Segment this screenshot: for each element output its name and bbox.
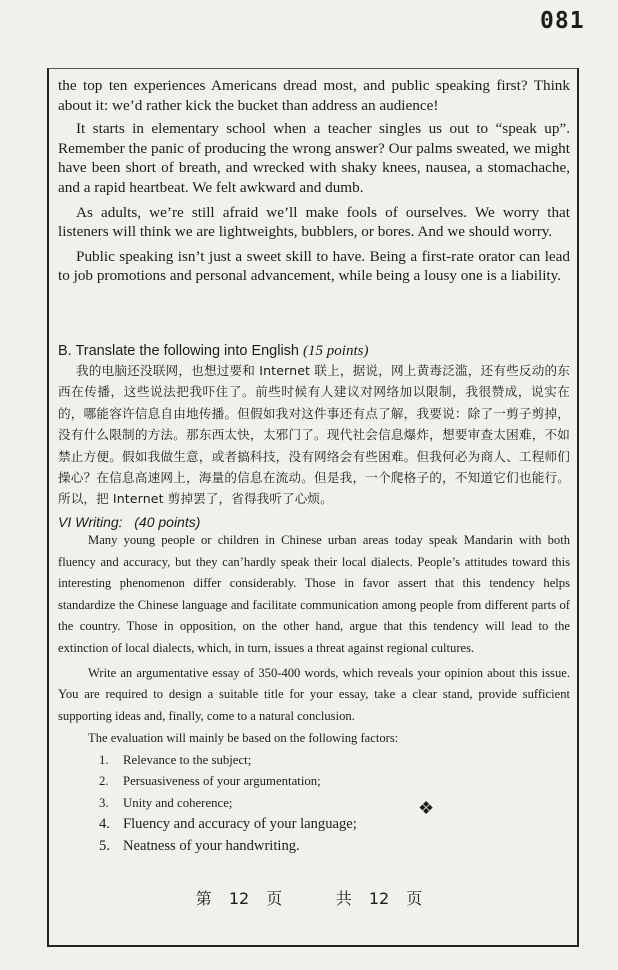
- passage-paragraph: the top ten experiences Americans dread most, and public speaking first? Think about it: we’d rather kick the bucket than address an audience!: [58, 77, 570, 114]
- footer-total-pages: 12: [368, 889, 390, 908]
- footer-total-prefix: 共: [335, 889, 352, 908]
- factor-item: 3. Unity and coherence;: [99, 795, 233, 810]
- factor-item: 1. Relevance to the subject;: [99, 752, 252, 767]
- factor-item: 2. Persuasiveness of your argumentation;: [99, 774, 321, 789]
- section-b-title: B. Translate the following into English: [58, 343, 299, 359]
- footer-page-prefix: 第: [195, 889, 212, 908]
- evaluation-intro: The evaluation will mainly be based on the following factors:: [88, 731, 399, 746]
- section-vi: [58, 513, 570, 857]
- footer-current-page: 12: [228, 889, 250, 908]
- page-number: 081: [540, 8, 585, 34]
- writing-instructions: Write an argumentative essay of 350-400 words, which reveals your opinion about this issue. You are required to design a suitable title for your essay, take a clear stand, provide sufficient supporting ideas and, finally, come to a natural conclusion.: [58, 665, 570, 723]
- ink-mark-icon: ❖: [418, 798, 435, 818]
- section-vi-heading: [58, 514, 570, 530]
- passage-paragraph: As adults, we’re still afraid we’ll make fools of ourselves. We worry that listeners will think we are lightweights, bubblers, or bores. And we should worry.: [58, 203, 570, 241]
- section-vi-title: VI Writing:: [58, 514, 123, 530]
- section-b: [58, 342, 570, 510]
- section-b-heading: [58, 343, 570, 360]
- section-vi-points: (40 points): [134, 514, 201, 530]
- evaluation-factors: [58, 750, 570, 857]
- writing-prompt-paragraph: Many young people or children in Chinese urban areas today speak Mandarin with both fluency and accuracy, but they can’hardly speak their local dialects. People’s attitudes toward this interesting phenomenon differ considerably. Those in favor assert that this tendency helps standardize the Chinese language and facilitate communication among people from different parts of the country. Those in opposition, on the other hand, argue that this tendency will lead to the extinction of local dialects, which, in turn, issues a threat against regional cultures.: [58, 533, 570, 655]
- footer-total-suffix: 页: [406, 889, 423, 908]
- passage-paragraph: Public speaking isn’t just a sweet skill to have. Being a first-rate orator can lead to job promotions and personal advancement, while being a lousy one is a liability.: [58, 247, 570, 285]
- section-b-points: (15 points): [303, 343, 369, 359]
- footer-page-suffix: 页: [266, 889, 283, 908]
- chinese-source-text: 我的电脑还没联网，也想过要和 Internet 联上，据说，网上黄毒泛滥，还有些反动的东西在传播，这些说法把我吓住了。前些时候有人建议对网络加以限制，我很赞成，说实在的，哪能容许信息自由地传播。但假如我对这件事还有点了解，我要说：除了一剪子剪掉，没有什么限制的方法。那东西太快，太邪门了。现代社会信息爆炸，想要审查太困难，不如禁止方便。假如我做生意，或者搞科技，没有网络会有些困难。但我何必为商人、工程师们操心？在信息高速网上，海量的信息在流动。但是我，一个爬格子的，不知道它们也能行。所以，把 Internet 剪掉罢了，省得我听了心烦。: [58, 363, 570, 507]
- reading-passage: [58, 76, 570, 286]
- factor-item: 5. Neatness of your handwriting.: [99, 837, 300, 854]
- passage-paragraph: It starts in elementary school when a teacher singles us out to “speak up”. Remember the panic of producing the wrong answer? Our palms sweated, we might have been short of breath, and wrecked with shaky knees, nausea, a stomachache, and a rapid heartbeat. We felt awkward and dumb.: [58, 120, 570, 196]
- factor-item: 4. Fluency and accuracy of your language;: [99, 816, 357, 833]
- page-footer: [0, 886, 618, 909]
